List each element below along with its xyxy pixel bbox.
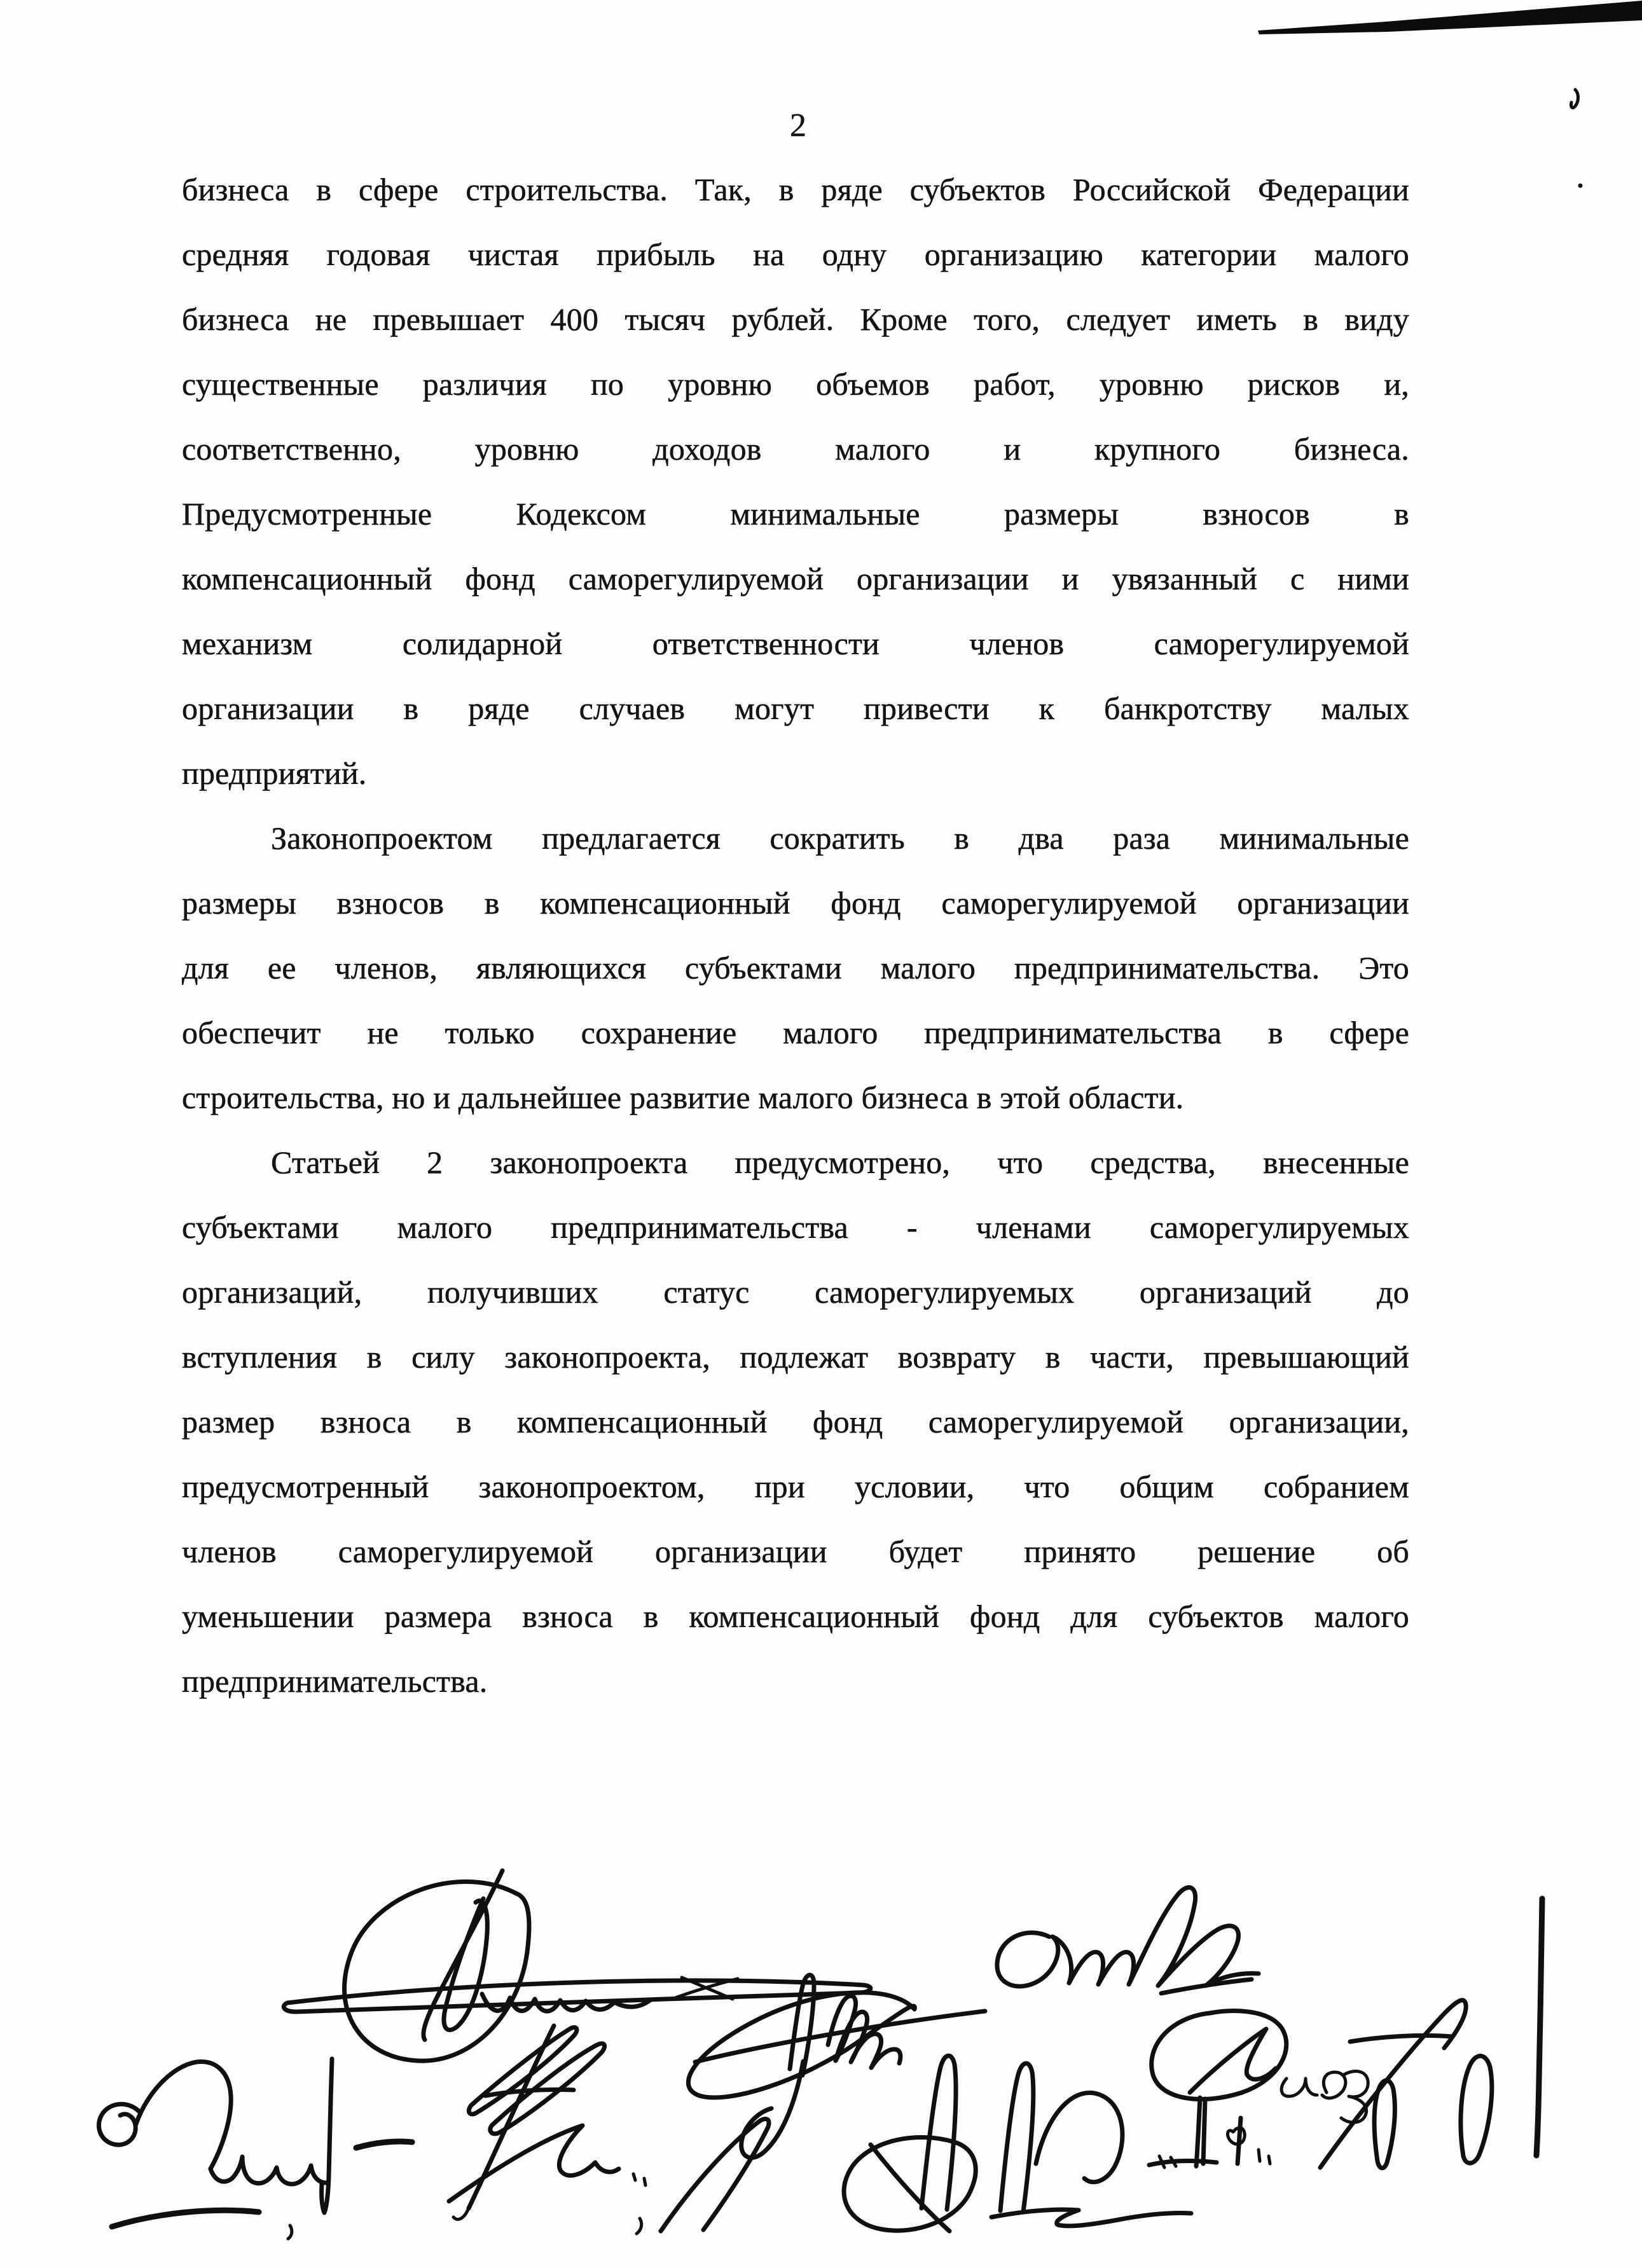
text-line: членов саморегулируемой организации будет принято решение об xyxy=(182,1534,1409,1569)
text-line: размер взноса в компенсационный фонд саморегулируемой организации, xyxy=(182,1404,1409,1440)
text-line: уменьшении размера взноса в компенсационный фонд для субъектов малого xyxy=(182,1598,1409,1634)
text-line: субъектами малого предпринимательства - членами саморегулируемых xyxy=(182,1209,1409,1245)
text-line: предприятий. xyxy=(182,755,367,791)
text-line: обеспечит не только сохранение малого предпринимательства в сфере xyxy=(182,1015,1409,1050)
text-line: предусмотренный законопроектом, при условии, что общим собранием xyxy=(182,1469,1409,1504)
text-line: Статьей 2 законопроекта предусмотрено, что средства, внесенные xyxy=(271,1144,1409,1180)
body-text xyxy=(182,157,1409,1714)
signature-8 xyxy=(1149,2000,1492,2168)
pen-stroke-right xyxy=(1536,1899,1542,2155)
text-line: средняя годовая чистая прибыль на одну организацию категории малого xyxy=(182,237,1409,272)
signature-6 xyxy=(449,2119,769,2234)
text-line: компенсационный фонд саморегулируемой организации и увязанный с ними xyxy=(182,561,1409,596)
signature-3 xyxy=(688,1975,985,2157)
signature-1 xyxy=(284,1871,871,2061)
text-line: организации в ряде случаев могут привести к банкротству малых xyxy=(182,691,1409,726)
text-line: механизм солидарной ответственности членов саморегулируемой xyxy=(182,626,1409,661)
signature-7 xyxy=(844,2056,1191,2231)
signature-2 xyxy=(997,1887,1259,1993)
text-line: соответственно, уровню доходов малого и крупного бизнеса. xyxy=(182,431,1409,467)
text-line: размеры взносов в компенсационный фонд саморегулируемой организации xyxy=(182,885,1409,921)
signature-5 xyxy=(453,2026,605,2220)
text-line: бизнеса не превышает 400 тысяч рублей. Кроме того, следует иметь в виду xyxy=(182,301,1409,337)
text-line: Предусмотренные Кодексом минимальные размеры взносов в xyxy=(182,496,1409,532)
text-line: Законопроектом предлагается сократить в два раза минимальные xyxy=(271,820,1409,856)
text-line: бизнеса в сфере строительства. Так, в ряде субъектов Российской Федерации xyxy=(182,172,1409,207)
text-line: для ее членов, являющихся субъектами малого предпринимательства. Это xyxy=(182,950,1409,986)
page-number: 2 xyxy=(790,107,806,144)
scan-artifact-top-streak xyxy=(1258,1,1642,34)
text-line: организаций, получивших статус саморегулируемых организаций до xyxy=(182,1274,1409,1310)
text-line: строительства, но и дальнейшее развитие малого бизнеса в этой области. xyxy=(182,1080,1184,1115)
scan-artifact-margin-marks xyxy=(1571,90,1582,188)
text-line: существенные различия по уровню объемов работ, уровню рисков и, xyxy=(182,366,1409,402)
signature-4 xyxy=(99,2059,412,2239)
text-line: предпринимательства. xyxy=(182,1663,488,1699)
text-line: вступления в силу законопроекта, подлежат возврату в части, превышающий xyxy=(182,1339,1409,1375)
